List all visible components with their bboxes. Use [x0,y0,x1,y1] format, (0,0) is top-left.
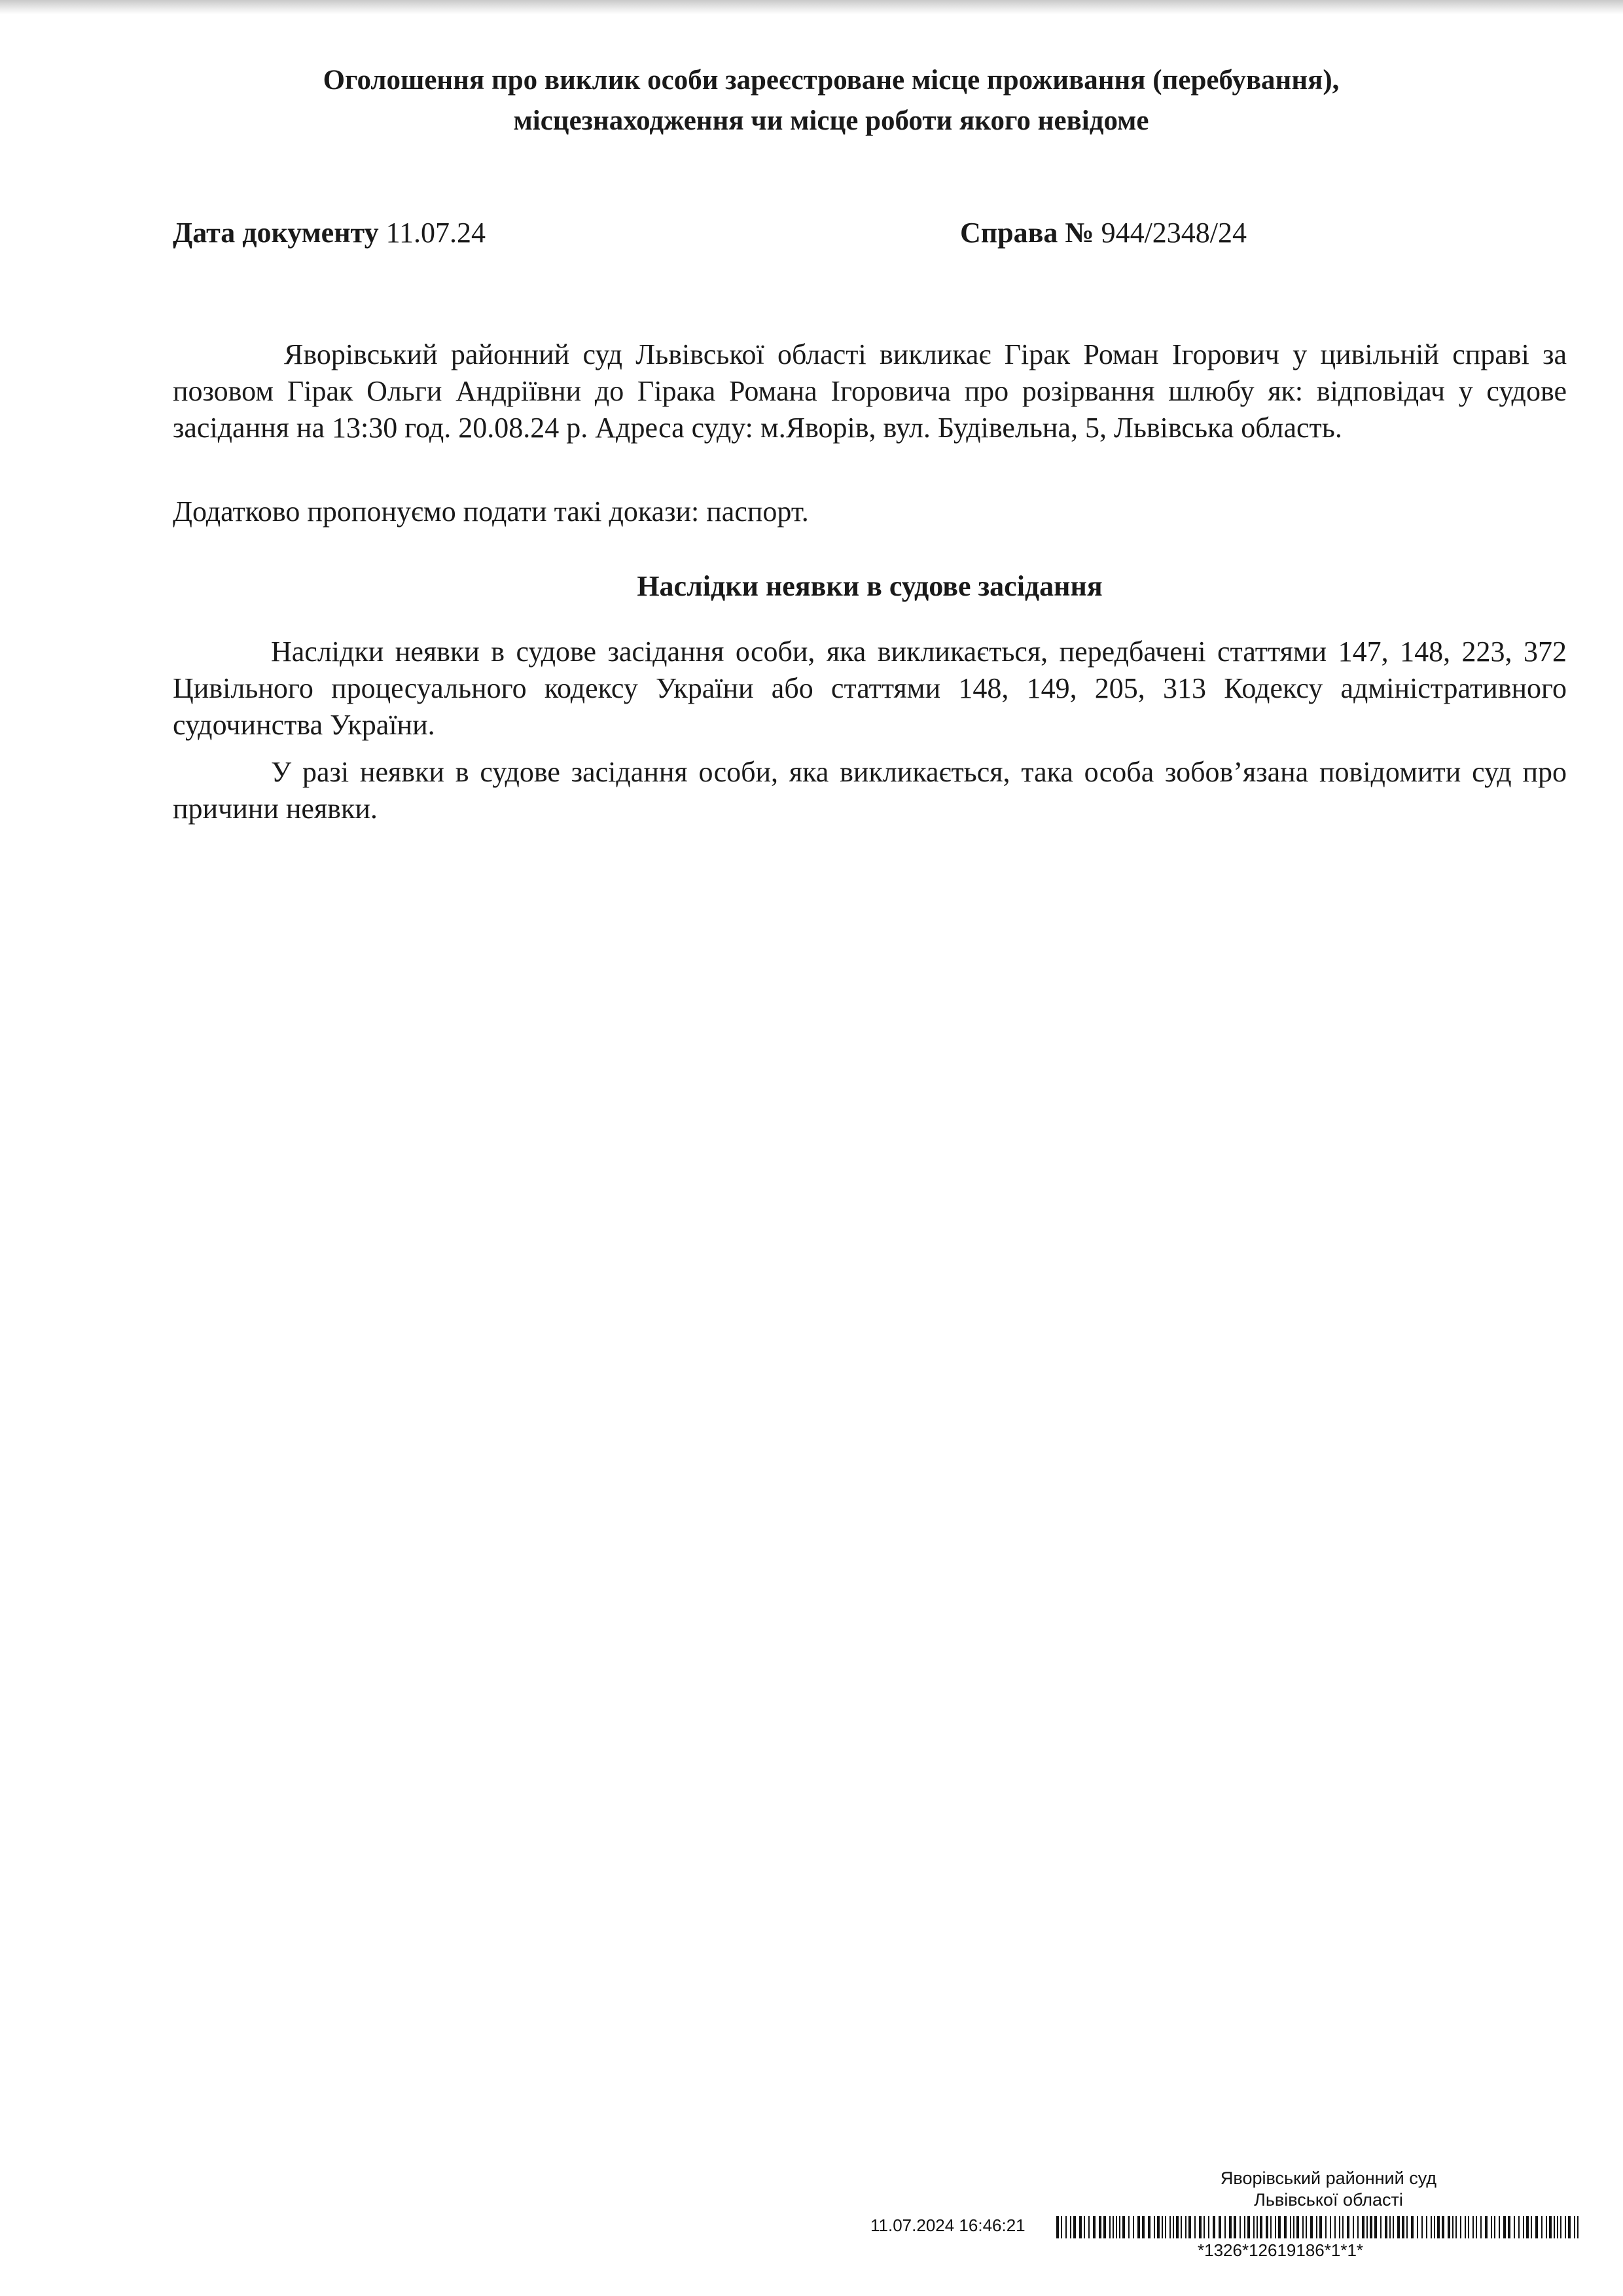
summons-paragraph: Яворівський районний суд Львівської області викликає Гірак Роман Ігорович у цивільній справі за позовом Гірак Ольги Андріївни до Гірака Романа Ігоровича про розірвання шлюбу як: відповідач у судове засідання на 13:30 год. 20.08.24 р. Адреса суду: м.Яворів, вул. Будівельна, 5, Львівська область. [173,338,1567,444]
date-value: 11.07.24 [385,217,486,249]
title-line-2: місцезнаходження чи місце роботи якого невідоме [513,105,1149,136]
stamp-datetime: 11.07.2024 16:46:21 [870,2215,1026,2235]
date-label: Дата документу [173,217,379,249]
stamp-court-name: Яворівський районний суд [1220,2168,1437,2188]
consequences-paragraph: Наслідки неявки в судове засідання особи, яка викликається, передбачені статтями 147, 148, 223, 372 Цивільного процесуального кодексу України або статтями 148, 149, 205, 313 Кодексу адміністративного судочинства України. [173,636,1567,741]
registration-stamp [870,2168,1584,2279]
case-value: 944/2348/24 [1101,217,1247,249]
stamp-barcode-code: *1326*12619186*1*1* [1198,2240,1364,2260]
evidence-paragraph: Додатково пропонуємо подати такі докази: паспорт. [173,495,809,528]
stamp-court-region: Львівської області [1254,2190,1403,2210]
document-date [173,215,486,251]
case-number [960,215,1247,251]
section-title-consequences: Наслідки неявки в судове засідання [637,570,1103,602]
case-label: Справа № [960,217,1094,249]
barcode-image [1055,2216,1582,2238]
document-title [196,60,1466,141]
scan-edge-shadow [0,0,1623,14]
obligation-paragraph: У разі неявки в судове засідання особи, яка викликається, така особа зобов’язана повідомити суд про причини неявки. [173,756,1567,825]
title-line-1: Оголошення про виклик особи зареєстроване місце проживання (перебування), [323,65,1340,96]
